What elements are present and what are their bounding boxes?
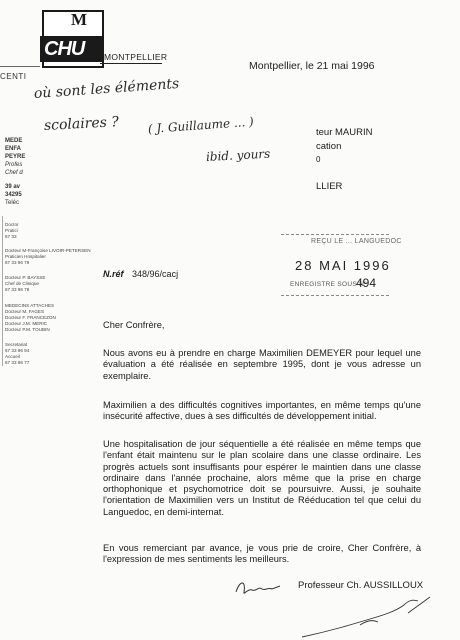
address-line: 34295	[5, 192, 22, 198]
staff-line: Doctor	[5, 222, 19, 227]
salutation: Cher Confrère,	[103, 320, 165, 330]
stamp-date: 28 MAI 1996	[295, 258, 391, 273]
staff-group	[5, 222, 19, 240]
recipient-title: cation	[316, 141, 342, 152]
address-line: Teléc	[5, 200, 20, 206]
staff-line: Docteur M. FAGES	[5, 309, 45, 314]
initials-signature	[232, 574, 284, 602]
handwritten-note-line2: scolaires ?	[43, 114, 120, 134]
handwritten-note-line1: où sont les éléments	[33, 75, 180, 102]
staff-line: Docteur J.M. MERIC	[5, 321, 48, 326]
staff-line: Docteur F. FRANCEZON	[5, 315, 56, 320]
stamp-number: 494	[356, 276, 377, 290]
handwritten-note-line3: ibid. yours	[205, 146, 271, 164]
paragraph-3: Une hospitalisation de jour séquentielle a été réalisée en même temps que l'enfant était maintenu sur le plan scolaire dans une classe ordinaire. Les progrès actuels sont insuffisants pour espérer le maintien dans une classe ordinaire dans l'année prochaine, alors même que la prise en charge orthophonique et psychomotrice doit se poursuivre. Aussi, je souhaite l'orientation de Maximilien vers un Institut de Rééducation tel que celui du Languedoc, en demi-internat.	[103, 439, 421, 517]
recipient-name: teur MAURIN	[316, 127, 373, 138]
address-block	[5, 183, 22, 207]
place-date: Montpellier, le 21 mai 1996	[249, 60, 375, 72]
stamp-header: REÇU LE ... LANGUEDOC	[311, 238, 402, 245]
staff-line: Docteur P. BAYSSE	[5, 275, 46, 280]
header-rule	[0, 66, 40, 67]
dept-line: Profes	[5, 162, 23, 168]
reference	[103, 269, 178, 279]
staff-line: 67 33 96 78	[5, 287, 30, 292]
signatory: Professeur Ch. AUSSILLOUX	[298, 580, 424, 591]
handwritten-note-paren: ( J. Guillaume ... )	[147, 114, 255, 136]
staff-line: Secretariat	[5, 342, 28, 347]
staff-line: Praticien Hospitalier	[5, 254, 46, 259]
staff-divider	[2, 216, 3, 366]
staff-line: Chef de Clinique	[5, 281, 39, 286]
address-line: 39 av	[5, 184, 21, 190]
paragraph-4: En vous remerciant par avance, je vous prie de croire, Cher Confrère, à l'expression de mes sentiments les meilleurs.	[103, 543, 421, 565]
stamp-registration-label: ENREGISTRE SOUS N°	[290, 281, 367, 288]
staff-line: 67 33 96 94	[5, 348, 30, 353]
staff-group	[5, 275, 45, 293]
staff-line: 67 33 96 79	[5, 260, 30, 265]
logo-monogram: M	[71, 10, 88, 29]
logo-chu-text: CHU	[44, 38, 85, 60]
staff-line: 67 33 96 77	[5, 360, 30, 365]
logo-city: MONTPELLIER	[104, 52, 168, 62]
department-block	[5, 137, 25, 177]
dept-line: MEDE	[5, 138, 23, 144]
staff-group	[5, 342, 29, 366]
dept-line: Chef d	[5, 170, 23, 176]
staff-line: Docteur P.M. TOUBIN	[5, 327, 50, 332]
staff-line: Accueil	[5, 354, 20, 359]
staff-line: Docteur M-Françoise LIVOIR-PETERSEN	[5, 248, 91, 253]
dept-line: PEYRE	[5, 154, 26, 160]
paragraph-2: Maximilien a des difficultés cognitives importantes, en même temps qu'une insécurité affective, dues à ses difficultés de développement initial.	[103, 400, 421, 422]
reference-label: N.réf	[103, 269, 124, 279]
recipient-digit: 0	[316, 155, 321, 164]
logo-underline	[100, 63, 162, 64]
center-label-partial: CENTI	[0, 72, 27, 81]
staff-line: 67 33	[5, 234, 17, 239]
signature	[300, 595, 440, 640]
staff-line: Pratici	[5, 228, 18, 233]
staff-group	[5, 248, 91, 266]
paragraph-1: Nous avons eu à prendre en charge Maximilien DEMEYER pour lequel une évaluation a été réalisée en septembre 1995, dont je vous adresse un exemplaire.	[103, 348, 421, 381]
dept-line: ENFA	[5, 146, 22, 152]
recipient-city: LLIER	[316, 181, 343, 192]
staff-group	[5, 303, 56, 333]
staff-line: MEDECINS ATTACHES	[5, 303, 55, 308]
reference-value: 348/96/cacj	[132, 269, 179, 279]
